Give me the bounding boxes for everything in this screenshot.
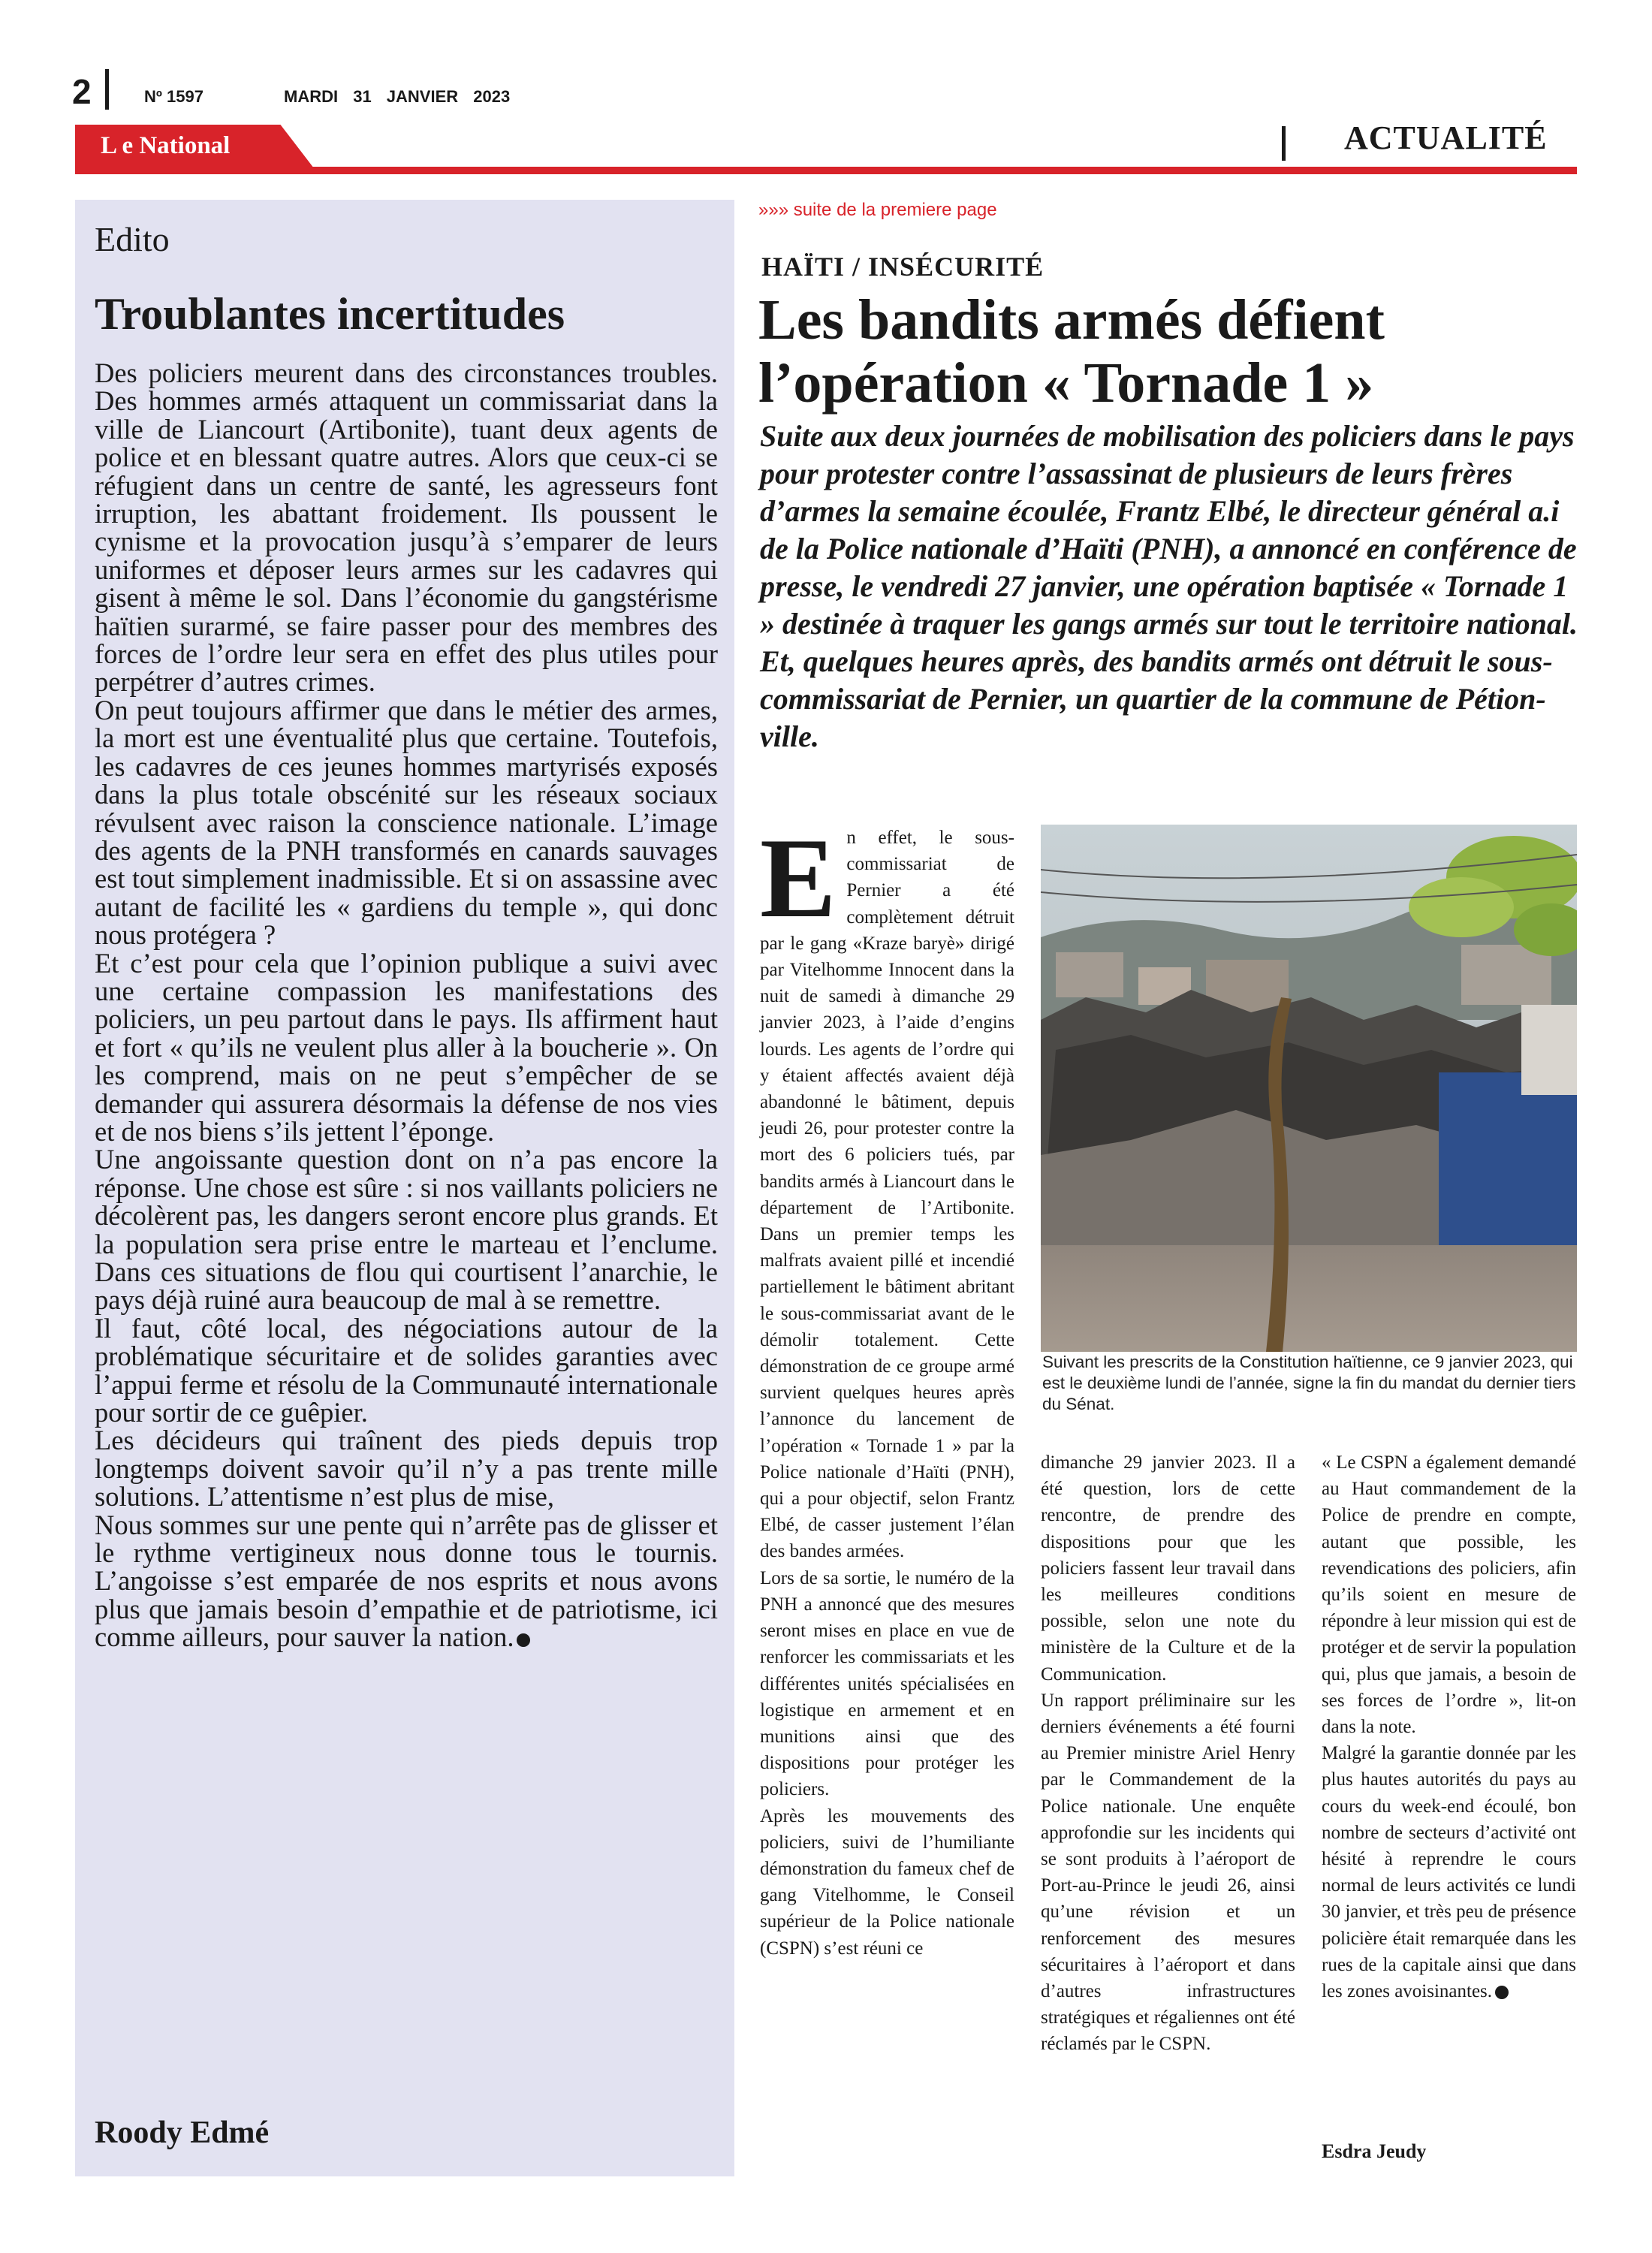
article-paragraph: Un rapport préliminaire sur les derniers événements a été fourni au Premier ministre Ariel Henry par le Commandement de la Police nationale. Une enquête approfondie sur les incidents qui se sont produits à l’aéroport de Port-au-Prince le jeudi 26, ainsi qu’une révision et un renforcement des mesures sécuritaires à l’aéroport et dans d’autres infrastructures stratégiques et régaliennes ont été réclamés par le CSPN. bbox=[1041, 1690, 1295, 2055]
edito-paragraph: Une angoissante question dont on n’a pas encore la réponse. Une chose est sûre : si nos vaillants policiers ne décolèrent pas, les dangers seront encore plus grands. Et la population sera prise entre le marteau et l’enclume. Dans ces situations de flou qui courtisent l’anarchie, le pays déjà ruiné aura beaucoup de mal à se remettre. bbox=[95, 1144, 718, 1316]
article-headline bbox=[758, 288, 1584, 415]
continued-note: »»» suite de la premiere page bbox=[758, 200, 997, 220]
article-paragraph-text: Malgré la garantie donnée par les plus hautes autorités du pays au cours du week-end écoulé, bon nombre de secteurs d’activité ont hésité à reprendre le cours normal de leurs activités ce lundi 30 janvier, et très peu de présence policière était remarquée dans les rues de la capitale ainsi que dans les zones avoisinantes. bbox=[1322, 1743, 1576, 2002]
page-number-divider bbox=[105, 69, 109, 110]
end-mark-icon bbox=[1495, 1986, 1509, 1999]
article-paragraph-text: n effet, le sous-commissariat de Pernier a été complètement détruit par le gang «Kraze baryè» dirigé par Vitelhomme Innocent dans la nuit de samedi à dimanche 29 janvier 2023, à l’aide d’engins lourds. Les agents de l’ordre qui y étaient affectés avaient déjà abandonné le bâtiment, depuis jeudi 26, pour protester contre la mort des 6 policiers tués, par bandits armés à Liancourt dans le département de l’Artibonite. Dans un premier temps les malfrats avaient pillé et incendié partiellement le bâtiment abritant le sous-commissariat avant de le démolir totalement. Cette démonstration de ce groupe armé survient quelques heures après l’annonce du lancement de l’opération « Tornade 1 » par la Police nationale d’Haïti (PNH), qui a pour objectif, selon Frantz Elbé, de casser justement l’élan des bandes armées. bbox=[760, 828, 1014, 1562]
edito-paragraph: Des policiers meurent dans des circonstances troubles. Des hommes armés attaquent un commissariat dans la ville de Liancourt (Artibonite), tuant deux agents de police et en blessant quatre autres. Alors que ceux-ci se réfugient dans un centre de santé, les agresseurs font irruption, les abattant froidement. Ils poussent le cynisme et la provocation jusqu’à s’emparer de leurs uniformes et déposer leurs armes sur les cadavres qui gisent à même le sol. Dans l’économie du gangstérisme haïtien surarmé, se faire passer pour des membres des forces de l’ordre leur sera en effet des plus utiles pour perpétrer d’autres crimes. bbox=[95, 357, 718, 698]
article-paragraph: « Le CSPN a également demandé au Haut commandement de la Police de prendre en compte, autant que possible, les revendications des policiers, afin qu’ils soient en mesure de répondre à leur mission qui est de protéger et de servir la population qui, plus que jamais, a besoin de ses forces de l’ordre », lit-on dans la note. bbox=[1322, 1452, 1576, 1738]
article-column-2 bbox=[1041, 1449, 1295, 2058]
edito-paragraph: On peut toujours affirmer que dans le métier des armes, la mort est une éventualité plus que certaine. Toutefois, les cadavres de ces jeunes hommes martyrisés exposés dans la plus totale obscénité sur les réseaux sociaux révulsent avec raison la conscience nationale. L’image des agents de la PNH transformés en canards sauvages est tout simplement inadmissible. Et si on assassine avec autant de facilité les « gardiens du temple », qui donc nous protégera ? bbox=[95, 694, 718, 951]
issue-date: MARDI 31 JANVIER 2023 bbox=[284, 87, 511, 106]
section-name: ACTUALITÉ bbox=[1344, 119, 1548, 156]
headline-line-1: Les bandits armés défient bbox=[758, 288, 1385, 351]
article-paragraph: Lors de sa sortie, le numéro de la PNH a annoncé que des mesures seront mises en place en vue de renforcer les commissariats et les différentes unités spécialisées en logistique en armement et en munitions ainsi que des dispositions pour protéger les policiers. bbox=[760, 1567, 1014, 1800]
article-kicker: HAÏTI / INSÉCURITÉ bbox=[761, 252, 1045, 282]
article-paragraph-last bbox=[1322, 1740, 1576, 2004]
article-author: Esdra Jeudy bbox=[1322, 2140, 1427, 2162]
issue-number: Nº 1597 bbox=[144, 87, 203, 106]
article-lead: Suite aux deux journées de mobilisation des policiers dans le pays pour protester contre l’assassinat de plusieurs de leurs frères d’armes la semaine écoulée, Frantz Elbé, le directeur général a.i de la Police nationale d’Haïti (PNH), a annoncé en conférence de presse, le vendredi 27 janvier, une opération baptisée « Tornade 1 » destinée à traquer les gangs armés sur tout le territoire national. Et, quelques heures après, des bandits armés ont détruit le sous-commissariat de Pernier, un quartier de la commune de Pétion-ville. bbox=[760, 419, 1578, 753]
ruined-building-photo bbox=[1041, 825, 1577, 1352]
article-paragraph bbox=[760, 815, 1014, 1565]
article-column-1 bbox=[760, 815, 1014, 1962]
page-number: 2 bbox=[72, 72, 92, 111]
drop-cap: E bbox=[760, 815, 837, 941]
edito-title: Troublantes incertitudes bbox=[95, 289, 565, 339]
section-divider bbox=[1282, 126, 1286, 161]
edito-paragraph: Les décideurs qui traînent des pieds depuis trop longtemps doivent savoir qu’il n’y a pas trente mille solutions. L’attentisme n’est plus de mise, bbox=[95, 1425, 718, 1513]
edito-paragraph-text: Nous sommes sur une pente qui n’arrête pas de glisser et le rythme vertigineux nous donne tous le tournis. L’angoisse s’est emparée de nos esprits et nous avons plus que jamais besoin d’empathie et de patriotisme, ici comme ailleurs, pour sauver la nation. bbox=[95, 1509, 718, 1653]
end-mark-icon bbox=[517, 1633, 530, 1647]
headline-line-2: l’opération « Tornade 1 » bbox=[758, 351, 1374, 415]
edito-author: Roody Edmé bbox=[95, 2116, 270, 2150]
article-paragraph: dimanche 29 janvier 2023. Il a été question, lors de cette rencontre, de prendre des dispositions pour que les policiers fassent leur travail dans les meilleures conditions possible, selon une note du ministère de la Culture et de la Communication. bbox=[1041, 1452, 1295, 1684]
article-column-3 bbox=[1322, 1449, 1576, 2004]
edito-body bbox=[95, 359, 718, 1651]
header-rule bbox=[75, 167, 1577, 174]
edito-kicker: Edito bbox=[95, 220, 170, 258]
edito-paragraph-last bbox=[95, 1511, 718, 1651]
photo-caption: Suivant les prescrits de la Constitution haïtienne, ce 9 janvier 2023, qui est le deuxième lundi de l’année, signe la fin du mandat du dernier tiers du Sénat. bbox=[1042, 1353, 1576, 1413]
brand-name: L e National bbox=[101, 132, 231, 159]
article-paragraph: Après les mouvements des policiers, suivi de l’humiliante démonstration du fameux chef de gang Vitelhomme, le Conseil supérieur de la Police nationale (CSPN) s’est réuni ce bbox=[760, 1805, 1014, 1959]
edito-paragraph: Et c’est pour cela que l’opinion publique a suivi avec une certaine compassion les manifestations des policiers, un peu partout dans le pays. Ils affirment haut et fort « qu’ils ne veulent plus aller à la boucherie ». On les comprend, mais on ne peut s’empêcher de se demander qui assurera désormais la défense de nos vies et de nos biens s’ils jettent l’éponge. bbox=[95, 947, 718, 1147]
edito-paragraph: Il faut, côté local, des négociations autour de la problématique sécuritaire et de solides garanties avec l’appui ferme et résolu de la Communauté internationale pour sortir de ce guêpier. bbox=[95, 1312, 718, 1428]
article-photo bbox=[1041, 825, 1577, 1352]
